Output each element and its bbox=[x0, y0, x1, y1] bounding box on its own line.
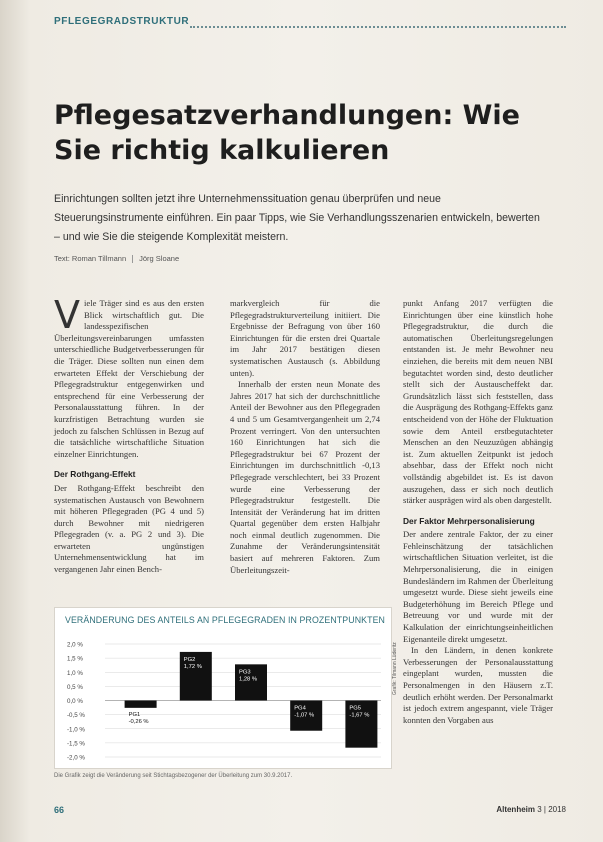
chart-panel bbox=[54, 607, 392, 769]
bar-value-label: -1,07 % bbox=[294, 712, 315, 719]
bar bbox=[125, 701, 157, 708]
bar-category-label: PG1 bbox=[128, 711, 141, 718]
y-tick-label: 1,5 % bbox=[67, 655, 83, 663]
paragraph: In den Ländern, in denen konkrete Verbesserungen der Personalausstattung eingeplant wurden, mussten die Personalmengen in den Häusern z.T. deutlich erhöht werden. Der Personalmarkt ist jedoch extrem angespannt, viele Träger konnten den Vorgaben aus bbox=[403, 645, 553, 725]
article-lead: Einrichtungen sollten jetzt ihre Unternehmenssituation genau überprüfen und neue Steuerungsinstrumente einführen. Ein paar Tipps, wie Sie Verhandlungsszenarien entwickeln, bewerten – und wie Sie die steigende Komplexität meistern. bbox=[54, 193, 540, 243]
section-dotted-rule bbox=[190, 26, 566, 28]
y-tick-label: 0,0 % bbox=[67, 698, 83, 705]
paragraph: Innerhalb der ersten neun Monate des Jahres 2017 hat sich der durchschnittliche Anteil der Bewohner aus den Pflegegraden 4 und 5 um Gesamtvergangenheit um 2,74 Prozent verringert. Von den untersuchten 160 Einrichtungen hat sich die Pflegegradstruktur bei 67 Prozent der Einrichtungen im durchschnittlich -0,13 Pflegegrade verschlechtert, bei 33 Prozent wurde eine Verbesserung der Pflegegradstruktur festgestellt. Die Intensität der Veränderung hat im dritten Quartal gegenüber dem ersten Halbjahr noch einmal deutlich zugenommen. Die Zunahme der Veränderungsintensität basiert auf mehreren Faktoren. Zum Überleitungszeit- bbox=[230, 379, 380, 575]
paragraph: iele Träger sind es aus den ersten Blick wirtschaftlich gut. Die landesspezifischen Überleitungsvereinbarungen umfassten unterschiedliche Budgetverbesserungen für die Träger. Diese sollten nun einen dem erwarteten Effekt der Verschiebung der Pflegegradstruktur entgegenwirken und entsprechend für eine Verbesserung der Personalausstattung führen. In der kurzfristigen Betrachtung wurden sie jedoch zu falschen Schlüssen in Bezug auf die tatsächliche wirtschaftliche Situation einzelner Einrichtungen. bbox=[54, 298, 204, 459]
page-number: 66 bbox=[54, 805, 65, 815]
paragraph: Der andere zentrale Faktor, der zu einer Fehleinschätzung der tatsächlichen wirtschaftlichen Situation verleitet, ist die Mehrpersonalisierung, die in einigen Bundesländern im Rahmen der Überleitung umgesetzt wurde. Diese sieht jeweils eine Budgeterhöhung im Bereich Pflege und Betreuung vor und wurde mit der Kalkulation der einrichtungseinheitlichen Eigenanteile direkt umgesetzt. bbox=[403, 529, 553, 644]
y-tick-label: 0,5 % bbox=[67, 683, 83, 691]
bar-category-label: PG3 bbox=[239, 669, 251, 676]
drop-cap: V bbox=[54, 293, 80, 337]
byline-author: Text: Roman Tillmann bbox=[54, 254, 127, 263]
text-column-3 bbox=[403, 298, 553, 726]
paragraph: markvergleich für die Pflegegradstrukturverteilung initiiert. Die Ergebnisse der Befragung von über 160 Einrichtungen für die ersten drei Quartale im Jahr 2017 bestätigen diesen systematischen Austausch (s. Abbildung unten). bbox=[230, 298, 380, 378]
article-title: Pflegesatzverhandlungen: Wie Sie richtig kalkulieren bbox=[54, 100, 520, 166]
bar-value-label: -1,67 % bbox=[349, 712, 370, 719]
y-tick-label: 2,0 % bbox=[67, 641, 83, 649]
chart-credit: Grafik: Tilmann Lüderitz bbox=[392, 642, 398, 695]
bar-value-label: 1,28 % bbox=[239, 676, 258, 683]
bar-category-label: PG4 bbox=[294, 705, 306, 712]
magazine-issue: 3 | 2018 bbox=[537, 805, 566, 814]
paragraph: Der Rothgang-Effekt beschreibt den systematischen Austausch von Bewohnern mit höheren Pflegegraden (PG 4 und 5) durch Bewohner mit niedrigeren Pflegegraden (v. a. PG 2 und 3). Die erwarteten ungünstigen Unternehmensentwicklung hat im vergangenen Jahr einen Bench- bbox=[54, 482, 204, 575]
y-tick-label: -1,0 % bbox=[67, 726, 85, 734]
chart-title: VERÄNDERUNG DES ANTEILS AN PFLEGEGRADEN IN PROZENTPUNKTEN bbox=[65, 615, 386, 625]
text-column-2 bbox=[230, 298, 380, 576]
byline bbox=[54, 254, 179, 263]
y-tick-label: -0,5 % bbox=[67, 712, 85, 720]
y-tick-label: 1,0 % bbox=[67, 669, 83, 677]
bar-chart bbox=[55, 608, 391, 768]
paragraph: punkt Anfang 2017 verfügten die Einrichtungen über eine künstlich hohe Pflegegradstruktur, die durch die automatischen Überleitungsregelungen entstanden ist. Je mehr Bewohner neu einziehen, die bereits mit dem neuen NBI begutachtet worden sind, desto deutlicher stellt sich der Austauscheffekt dar. Grundsätzlich lässt sich feststellen, dass die Ausprägung des Rothgang-Effekts ganz entscheidend von der Höhe der Fluktuation sowie dem Anteil erstbegutachteter Menschen an den Neuzuzügen abhängig ist. Zum aktuellen Zeitpunkt ist jedoch absehbar, dass der Effekt noch nicht vollständig abgebildet ist. Es ist davon auszugehen, dass er sich noch deutlich stärker ausprägen wird als oben dargestellt. bbox=[403, 298, 553, 506]
byline-author-2: Jörg Sloane bbox=[139, 254, 180, 263]
byline-separator bbox=[132, 255, 133, 263]
subheading-mehrpersonalisierung: Der Faktor Mehrpersonalisierung bbox=[403, 515, 535, 526]
text-column-1 bbox=[54, 293, 204, 576]
chart-caption: Die Grafik zeigt die Veränderung seit Stichtagsbezogener der Überleitung zum 30.9.2017. bbox=[54, 773, 293, 779]
y-tick-label: -2,0 % bbox=[67, 754, 85, 762]
magazine-footer bbox=[496, 805, 566, 814]
bar-category-label: PG5 bbox=[349, 705, 362, 712]
subheading-rothgang: Der Rothgang-Effekt bbox=[54, 469, 136, 480]
bar-value-label: -0,26 % bbox=[128, 718, 149, 725]
y-tick-label: -1,5 % bbox=[67, 740, 85, 748]
section-tag: PFLEGEGRADSTRUKTUR bbox=[54, 16, 190, 27]
bar-category-label: PG2 bbox=[183, 656, 196, 663]
magazine-name: Altenheim bbox=[496, 805, 535, 814]
bar-value-label: 1,72 % bbox=[183, 663, 202, 670]
